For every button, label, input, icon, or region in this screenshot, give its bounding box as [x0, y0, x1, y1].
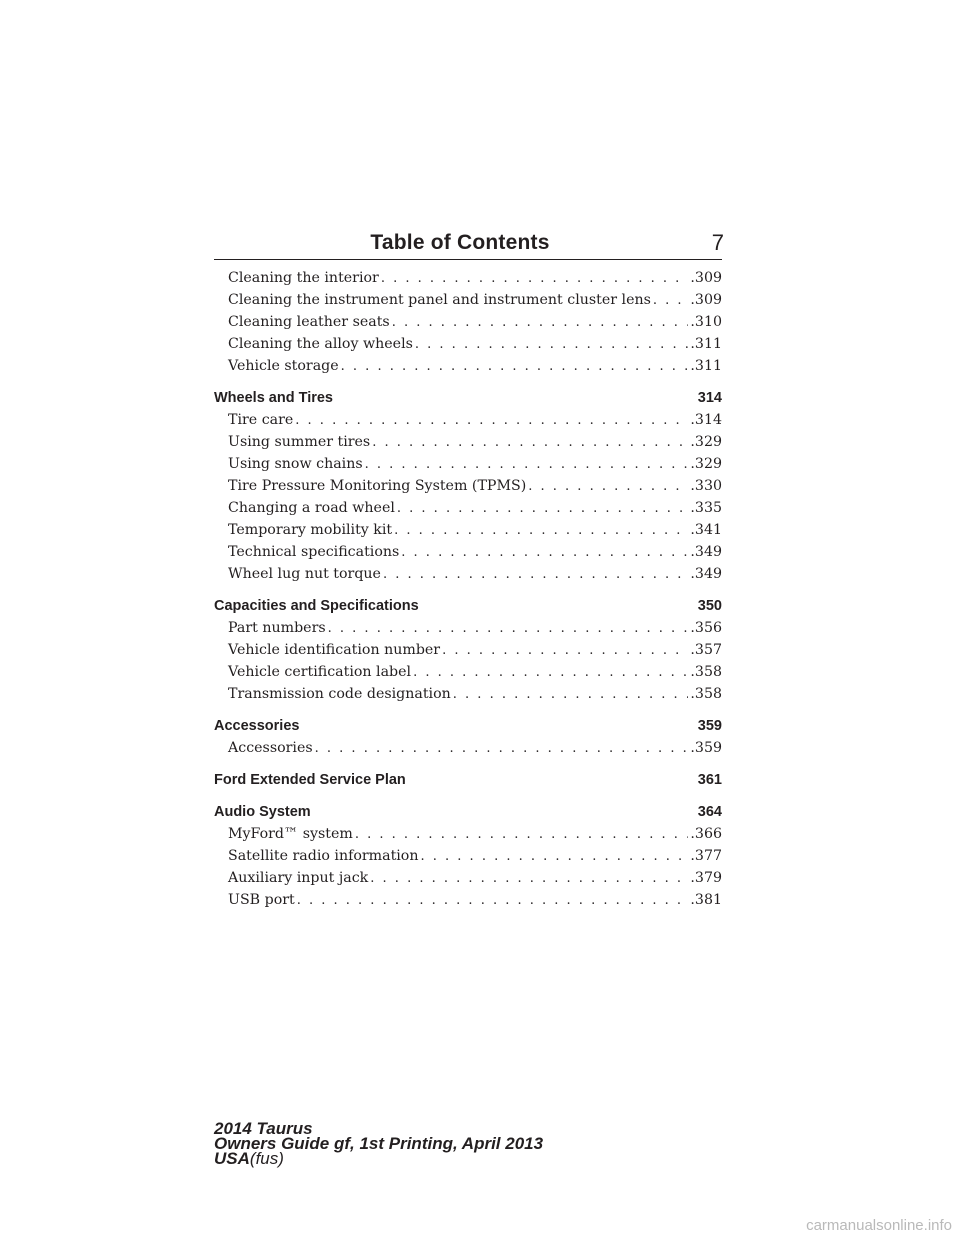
- toc-entry-page: .358: [690, 664, 722, 680]
- dot-leader: [453, 684, 689, 706]
- toc-entry[interactable]: [228, 617, 722, 639]
- dot-leader: [295, 410, 688, 432]
- dot-leader: [413, 662, 688, 684]
- dot-leader: [381, 268, 689, 290]
- dot-leader: [397, 498, 689, 520]
- toc-section-page: 359: [697, 718, 722, 734]
- toc-entry[interactable]: [228, 267, 722, 289]
- dot-leader: [372, 432, 688, 454]
- toc-section-page: 314: [697, 390, 722, 406]
- toc-entry-label: Vehicle identification number: [228, 642, 441, 658]
- dot-leader: [653, 290, 689, 312]
- toc-entry-label: Cleaning the interior: [228, 270, 379, 286]
- toc-entry[interactable]: [228, 737, 722, 759]
- dot-leader: [341, 356, 689, 378]
- toc-entry-label: Cleaning leather seats: [228, 314, 390, 330]
- toc-entry[interactable]: [228, 661, 722, 683]
- toc-section-heading[interactable]: [214, 769, 722, 791]
- toc-entry[interactable]: [228, 333, 722, 355]
- toc-entry[interactable]: [228, 409, 722, 431]
- toc-entry-page: .311: [690, 358, 722, 374]
- toc-entry-label: Auxiliary input jack: [228, 870, 369, 886]
- toc-entry-page: .335: [690, 500, 722, 516]
- toc-section-heading[interactable]: [214, 715, 722, 737]
- toc-entry[interactable]: [228, 431, 722, 453]
- toc-entry-page: .349: [690, 566, 722, 582]
- toc-entry-page: .359: [690, 740, 722, 756]
- toc-entry-label: Satellite radio information: [228, 848, 419, 864]
- toc-entry-label: Wheel lug nut torque: [228, 566, 381, 582]
- footer-edition: Owners Guide gf, 1st Printing, April 2013: [214, 1134, 544, 1153]
- toc-section-heading[interactable]: [214, 801, 722, 823]
- toc-entry-label: Vehicle storage: [228, 358, 339, 374]
- header-rule: [214, 259, 722, 260]
- toc-entry-page: .377: [690, 848, 722, 864]
- footer-region-line: [214, 1151, 543, 1166]
- dot-leader: [297, 890, 689, 912]
- toc-section-heading[interactable]: [214, 595, 722, 617]
- toc-entry[interactable]: [228, 889, 722, 911]
- toc-entry-label: Using summer tires: [228, 434, 371, 450]
- toc-entry-label: Technical specifications: [228, 544, 400, 560]
- footer: [214, 1121, 543, 1166]
- toc-entry-page: .330: [690, 478, 722, 494]
- dot-leader: [528, 476, 688, 498]
- toc-section-title: Capacities and Specifications: [214, 598, 419, 614]
- dot-leader: [315, 738, 689, 760]
- page-number: 7: [711, 230, 724, 255]
- toc-section-title: Audio System: [214, 804, 311, 820]
- toc-section-page: 350: [697, 598, 722, 614]
- toc-entry-label: Vehicle certification label: [228, 664, 412, 680]
- toc-entry-page: .356: [690, 620, 722, 636]
- toc-entry-page: .329: [690, 456, 722, 472]
- toc-entry[interactable]: [228, 311, 722, 333]
- watermark: carmanualsonline.info: [806, 1217, 952, 1234]
- toc-section-title: Wheels and Tires: [214, 390, 333, 406]
- toc-entry-page: .329: [690, 434, 722, 450]
- toc-entry-label: Tire Pressure Monitoring System (TPMS): [228, 478, 527, 494]
- dot-leader: [442, 640, 688, 662]
- page-title: Table of Contents: [370, 231, 550, 254]
- toc-entry-page: .358: [690, 686, 722, 702]
- toc-entry-label: Temporary mobility kit: [228, 522, 393, 538]
- dot-leader: [365, 454, 689, 476]
- toc-entry-page: .366: [690, 826, 722, 842]
- dot-leader: [415, 334, 689, 356]
- table-of-contents: [214, 267, 722, 911]
- dot-leader: [328, 618, 689, 640]
- toc-entry-page: .357: [690, 642, 722, 658]
- dot-leader: [401, 542, 688, 564]
- toc-entry-page: .379: [690, 870, 722, 886]
- toc-entry-page: .310: [690, 314, 722, 330]
- toc-entry[interactable]: [228, 541, 722, 563]
- toc-entry[interactable]: [228, 639, 722, 661]
- toc-entry[interactable]: [228, 845, 722, 867]
- toc-entry[interactable]: [228, 519, 722, 541]
- toc-entry-page: .309: [690, 270, 722, 286]
- toc-entry[interactable]: [228, 683, 722, 705]
- toc-entry[interactable]: [228, 497, 722, 519]
- toc-entry[interactable]: [228, 823, 722, 845]
- toc-entry-label: Part numbers: [228, 620, 326, 636]
- toc-entry[interactable]: [228, 475, 722, 497]
- toc-entry-label: Changing a road wheel: [228, 500, 395, 516]
- dot-leader: [392, 312, 689, 334]
- toc-entry[interactable]: [228, 355, 722, 377]
- toc-entry-label: USB port: [228, 892, 295, 908]
- toc-section-page: 361: [697, 772, 722, 788]
- toc-entry-label: Cleaning the alloy wheels: [228, 336, 413, 352]
- footer-region: USA: [214, 1149, 250, 1168]
- dot-leader: [383, 564, 688, 586]
- toc-entry[interactable]: [228, 563, 722, 585]
- toc-entry-label: Accessories: [228, 740, 313, 756]
- toc-entry-page: .311: [690, 336, 722, 352]
- toc-entry-label: MyFord™ system: [228, 826, 353, 842]
- toc-section-title: Accessories: [214, 718, 300, 734]
- toc-entry-page: .349: [690, 544, 722, 560]
- toc-section-heading[interactable]: [214, 387, 722, 409]
- dot-leader: [370, 868, 688, 890]
- toc-entry-page: .309: [690, 292, 722, 308]
- dot-leader: [355, 824, 689, 846]
- footer-region-code: (fus): [249, 1149, 284, 1168]
- toc-entry-page: .381: [690, 892, 722, 908]
- toc-section-title: Ford Extended Service Plan: [214, 772, 406, 788]
- dot-leader: [394, 520, 688, 542]
- toc-entry[interactable]: [228, 453, 722, 475]
- toc-entry[interactable]: [228, 867, 722, 889]
- toc-entry-label: Using snow chains: [228, 456, 363, 472]
- toc-entry-label: Transmission code designation: [228, 686, 451, 702]
- toc-entry-page: .341: [690, 522, 722, 538]
- footer-model: 2014 Taurus: [214, 1119, 313, 1138]
- toc-entry-label: Cleaning the instrument panel and instrument cluster lens: [228, 292, 651, 308]
- toc-section-page: 364: [697, 804, 722, 820]
- dot-leader: [421, 846, 689, 868]
- toc-entry-page: .314: [690, 412, 722, 428]
- toc-entry-label: Tire care: [228, 412, 294, 428]
- toc-entry[interactable]: [228, 289, 722, 311]
